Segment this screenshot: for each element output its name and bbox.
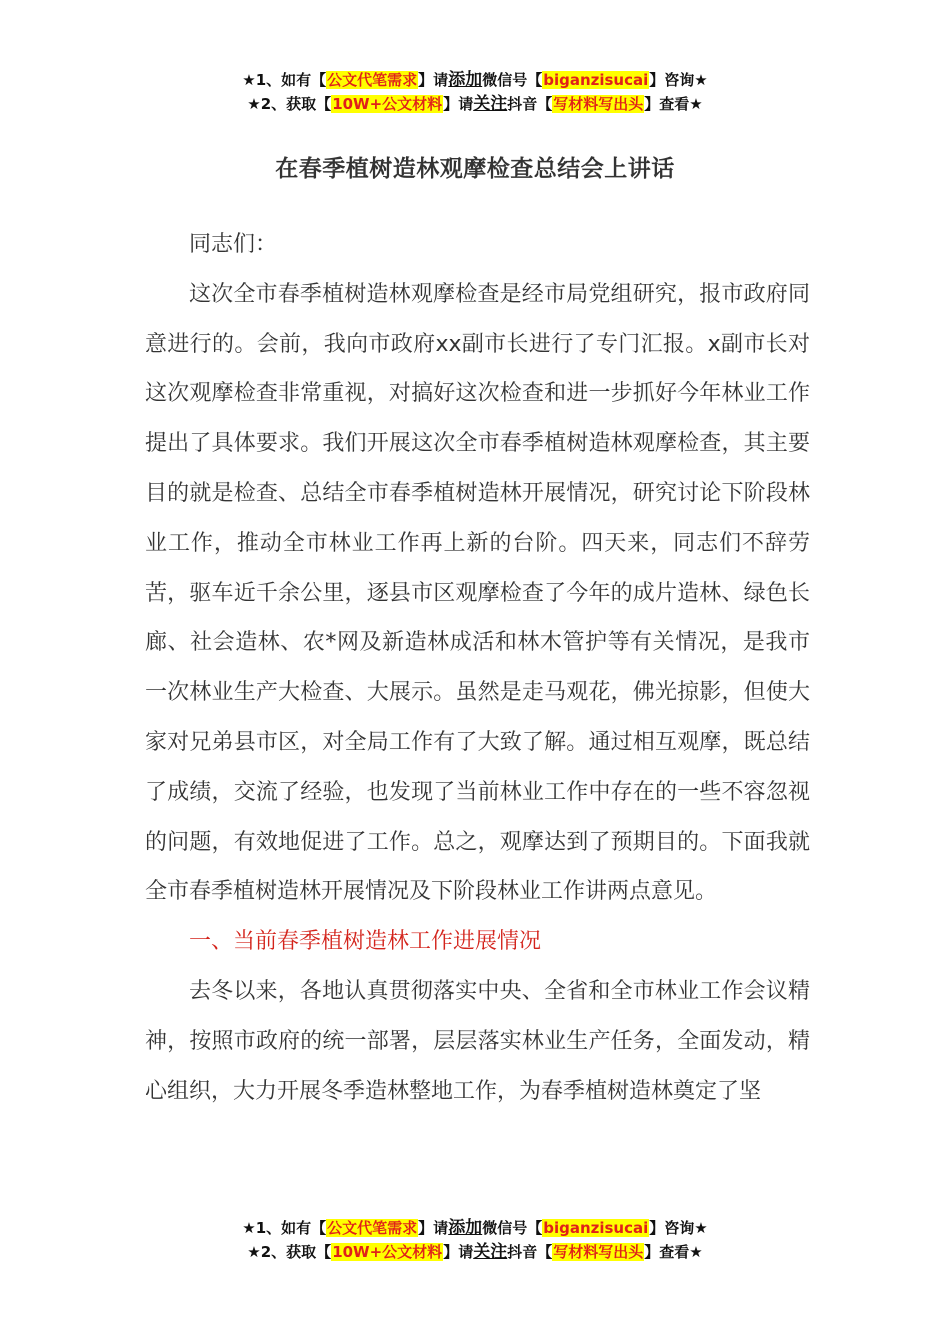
document-body <box>145 220 810 1116</box>
banner-line-2 <box>0 92 950 116</box>
banner-text: 】咨询★ <box>649 71 708 89</box>
banner-text: 微信号【 <box>482 71 543 89</box>
banner-text: ★2、获取【 <box>247 1243 332 1261</box>
banner-underline: 添加 <box>448 1218 483 1238</box>
paragraph-2: 去冬以来，各地认真贯彻落实中央、全省和全市林业工作会议精神，按照市政府的统一部署，层层落实林业生产任务，全面发动，精心组织，大力开展冬季造林整地工作，为春季植树造林奠定了坚 <box>145 978 810 1104</box>
salutation: 同志们： <box>189 232 278 257</box>
banner-highlight: 写材料写出头 <box>553 95 644 113</box>
banner-highlight: biganzisucai <box>543 1219 649 1237</box>
banner-highlight: 10W+公文材料 <box>332 95 443 113</box>
banner-text: ★1、如有【 <box>242 1219 327 1237</box>
document-title: 在春季植树造林观摩检查总结会上讲话 <box>275 156 675 182</box>
banner-text: 】请 <box>443 95 474 113</box>
banner-highlight: biganzisucai <box>543 71 649 89</box>
banner-text: ★2、获取【 <box>247 95 332 113</box>
banner-underline: 添加 <box>448 70 483 90</box>
banner-highlight: 写材料写出头 <box>553 1243 644 1261</box>
banner-underline: 关注 <box>473 94 508 114</box>
banner-highlight: 公文代笔需求 <box>327 1219 418 1237</box>
banner-text: 】请 <box>443 1243 474 1261</box>
top-banner <box>0 68 950 116</box>
banner-line-2 <box>0 1240 950 1264</box>
banner-text: 】查看★ <box>644 1243 703 1261</box>
banner-highlight: 10W+公文材料 <box>332 1243 443 1261</box>
banner-text: 】咨询★ <box>649 1219 708 1237</box>
banner-text: 抖音【 <box>507 95 553 113</box>
banner-text: 】查看★ <box>644 95 703 113</box>
banner-text: 】请 <box>418 71 449 89</box>
banner-text: ★1、如有【 <box>242 71 327 89</box>
paragraph-1: 这次全市春季植树造林观摩检查是经市局党组研究，报市政府同意进行的。会前，我向市政府xx副市长进行了专门汇报。x副市长对这次观摩检查非常重视，对搞好这次检查和进一步抓好今年林业工作提出了具体要求。我们开展这次全市春季植树造林观摩检查，其主要目的就是检查、总结全市春季植树造林开展情况，研究讨论下阶段林业工作，推动全市林业工作再上新的台阶。四天来，同志们不辞劳苦，驱车近千余公里，逐县市区观摩检查了今年的成片造林、绿色长廊、社会造林、农*网及新造林成活和林木管护等有关情况，是我市一次林业生产大检查、大展示。虽然是走马观花，佛光掠影，但使大家对兄弟县市区，对全局工作有了大致了解。通过相互观摩，既总结了成绩，交流了经验，也发现了当前林业工作中存在的一些不容忽视的问题，有效地促进了工作。总之，观摩达到了预期目的。下面我就全市春季植树造林开展情况及下阶段林业工作讲两点意见。 <box>145 281 810 905</box>
banner-text: 微信号【 <box>482 1219 543 1237</box>
banner-underline: 关注 <box>473 1242 508 1262</box>
banner-line-1 <box>0 1216 950 1240</box>
banner-highlight: 公文代笔需求 <box>327 71 418 89</box>
banner-text: 】请 <box>418 1219 449 1237</box>
banner-text: 抖音【 <box>507 1243 553 1261</box>
banner-line-1 <box>0 68 950 92</box>
bottom-banner <box>0 1216 950 1264</box>
section-heading-1: 一、当前春季植树造林工作进展情况 <box>189 929 542 955</box>
